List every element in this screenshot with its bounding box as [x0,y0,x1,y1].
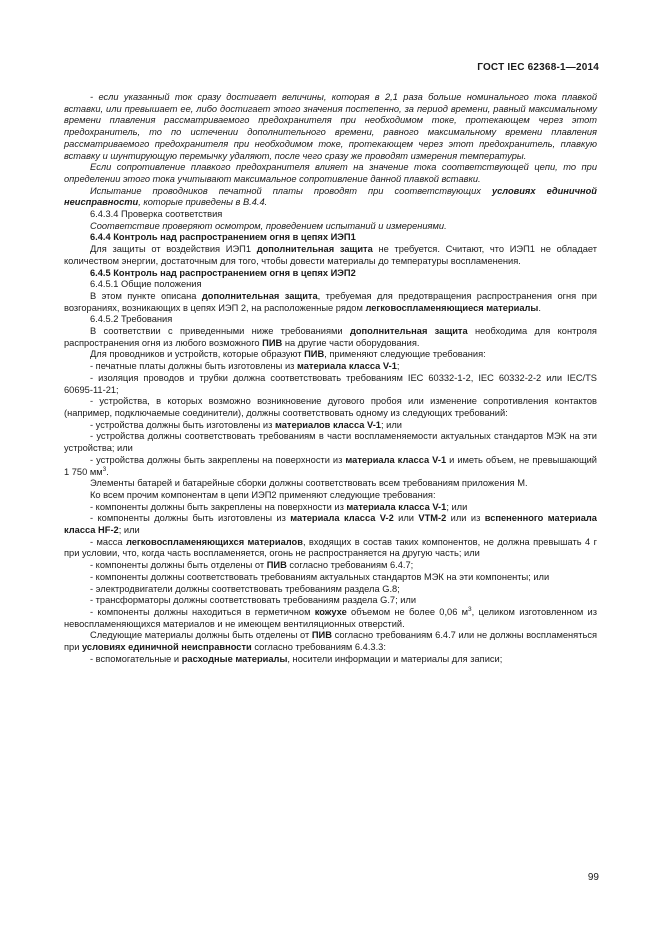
text-span: согласно требованиям 6.4.7 или не должны воспламеняться при [64,630,597,653]
text-span: . [538,302,541,313]
text-span: - компоненты должны быть закреплены на поверхности из [90,501,347,512]
standard-header: ГОСТ IEC 62368-1—2014 [477,62,599,73]
text-span: не требуется. Считают, что ИЭП1 не обладает количеством энергии, достаточным для того, чтобы довести материалы до температуры воспламенения. [64,244,597,266]
term: ПИВ [304,349,325,360]
paragraph [64,244,597,267]
term: материала класса V-1 [346,501,447,512]
list-item: - устройства, в которых возможно возникновение дугового пробоя или изменение сопротивления контактов (например, подключаемые соединители), должны соответствовать одному из следующих требований: [64,396,597,418]
text-span: - вспомогательные и [90,653,182,664]
section-heading: 6.4.5 Контроль над распространением огня в цепях ИЭП2 [90,267,356,278]
paragraph: Соответствие проверяют осмотром, проведением испытаний и измерениями. [90,220,447,231]
clause-title: 6.4.3.4 Проверка соответствия [90,209,223,220]
text-span: В этом пункте описана [90,290,202,301]
text-span: , входящих в состав таких компонентов, не должна превышать 4 г при условии, что, когда часть воспламеняется, огонь не распространяется на другую часть; или [64,536,597,559]
text-span: , целиком изготовленном из невоспламеняющихся материалов и не имеющем вентиляционных отверстий. [64,606,597,629]
term: условиях единичной неисправности [64,185,597,208]
list-item: - электродвигатели должны соответствовать требованиям раздела G.8; [90,583,400,594]
text-span: - компоненты должны быть отделены от [90,560,267,571]
list-item: - трансформаторы должны соответствовать требованиям раздела G.7; или [90,595,417,606]
list-item: - устройства должны соответствовать требованиям в части воспламеняемости актуальных стандартов МЭК на эти устройства; или [64,431,597,454]
term: материала класса V-1 [345,454,447,465]
paragraph: Элементы батарей и батарейные сборки должны соответствовать всем требованиям приложения М. [90,478,528,489]
text-span: - масса [90,536,126,547]
section-heading: 6.4.4 Контроль над распространением огня в цепях ИЭП1 [90,232,356,243]
text-span: , требуемая для предотвращения распространения огня при возгораниях, возникающих в цепях ИЭП 2, на расположенные рядом [64,290,597,313]
text-span: - печатные платы должны быть изготовлены из [90,361,297,372]
term: материала класса V-2 [290,513,394,524]
list-item [64,361,597,373]
text-span: - компоненты должны находиться в герметичном [90,606,315,617]
text-span: на другие части оборудования. [282,337,420,348]
list-item [64,513,597,536]
paragraph [64,326,597,349]
list-item: - компоненты должны соответствовать требованиям актуальных стандартов МЭК на эти компоненты; или [90,571,550,582]
text-span: или из [446,513,485,524]
text-span: ; [396,361,400,372]
term: дополнительная защита [349,326,468,337]
text-span: Для защиты от воздействия ИЭП1 [90,244,257,255]
term: кожухе [314,606,347,617]
text-span: Для проводников и устройств, которые образуют [90,349,305,360]
term: ПИВ [262,337,283,348]
text-span: объемом не более 0,06 м [346,606,469,617]
term: вспененного материала класса HF-2 [64,513,597,536]
paragraph [64,186,597,209]
document-body [64,92,597,665]
list-item: - изоляция проводов и трубки должна соответствовать требованиям IEC 60332-1-2, IEC 60332-2-2 или IEC/TS 60695-11-21; [64,372,597,395]
term: легковоспламеняющиеся материалы [365,302,539,313]
term: ПИВ [311,630,332,641]
term: материалов класса V-1 [274,419,381,430]
superscript: 3 [102,465,107,473]
page-number: 99 [587,872,599,883]
text-span: ; или [118,525,140,536]
text-span: ; или [380,419,402,430]
term: дополнительная защита [256,244,373,255]
list-item [64,654,597,666]
list-item [64,455,597,478]
text-span: необходима для контроля распространения огня из любого возможного [64,326,597,348]
paragraph [64,630,597,653]
text-span: ; или [446,501,468,512]
term: VTM-2 [418,513,447,524]
list-item [64,607,597,630]
term: расходные материалы [181,653,288,664]
text-span: В соответствии с приведенными ниже требованиями [90,326,350,337]
list-item [64,420,597,432]
paragraph: Ко всем прочим компонентам в цепи ИЭП2 применяют следующие требования: [90,489,436,500]
superscript: 3 [468,605,472,613]
list-item [64,560,597,572]
term: легковоспламеняющихся материалов [125,536,303,547]
paragraph [64,291,597,314]
text-span: - компоненты должны быть изготовлены из [90,513,291,524]
text-span: Следующие материалы должны быть отделены от [90,630,312,641]
text-span: , применяют следующие требования: [324,349,486,360]
term: условиях единичной неисправности [81,642,252,653]
text-span: . [106,466,109,477]
paragraph [64,349,597,361]
paragraph: - если указанный ток сразу достигает величины, которая в 2,1 раза больше номинального тока плавкой вставки, или превышает ее, либо достигает этого значения постепенно, за период времени, равный максимальному времени плавления рассматриваемого предохранителя при необходимом токе, протекающем через этот предохранитель, то по истечении дополнительного времени, равного максимальному времени плавления рассматриваемого предохранителя при необходимом токе, протекающем через этот предохранитель, плавкую вставку и шунтирующую перемычку удаляют, после чего сразу же проводят измерения температуры. [64,92,597,161]
text-span: - устройства должны быть закреплены на поверхности из [90,454,346,465]
paragraph: Если сопротивление плавкого предохранителя влияет на значение тока соответствующей цепи, то при определении этого тока учитывают максимальное сопротивление данной плавкой вставки. [64,162,597,184]
term: материала класса V-1 [296,361,397,372]
text-span: и иметь объем, не превышающий 1 750 мм [64,454,597,477]
text-span: согласно требованиям 6.4.7; [286,560,414,571]
term: дополнительная защита [201,290,318,301]
clause-title: 6.4.5.2 Требования [90,314,173,325]
term: ПИВ [266,560,287,571]
list-item [64,537,597,560]
text-span: - устройства должны быть изготовлены из [90,419,275,430]
clause-title: 6.4.5.1 Общие положения [90,279,202,290]
text-span: согласно требованиям 6.4.3.3: [251,642,386,653]
text-span: или [393,513,419,524]
text-span: , носители информации и материалы для записи; [287,653,503,664]
text-span: Испытание проводников печатной платы проводят при соответствующих [90,185,492,196]
text-span: , которые приведены в В.4.4. [138,197,268,208]
list-item [64,502,597,514]
